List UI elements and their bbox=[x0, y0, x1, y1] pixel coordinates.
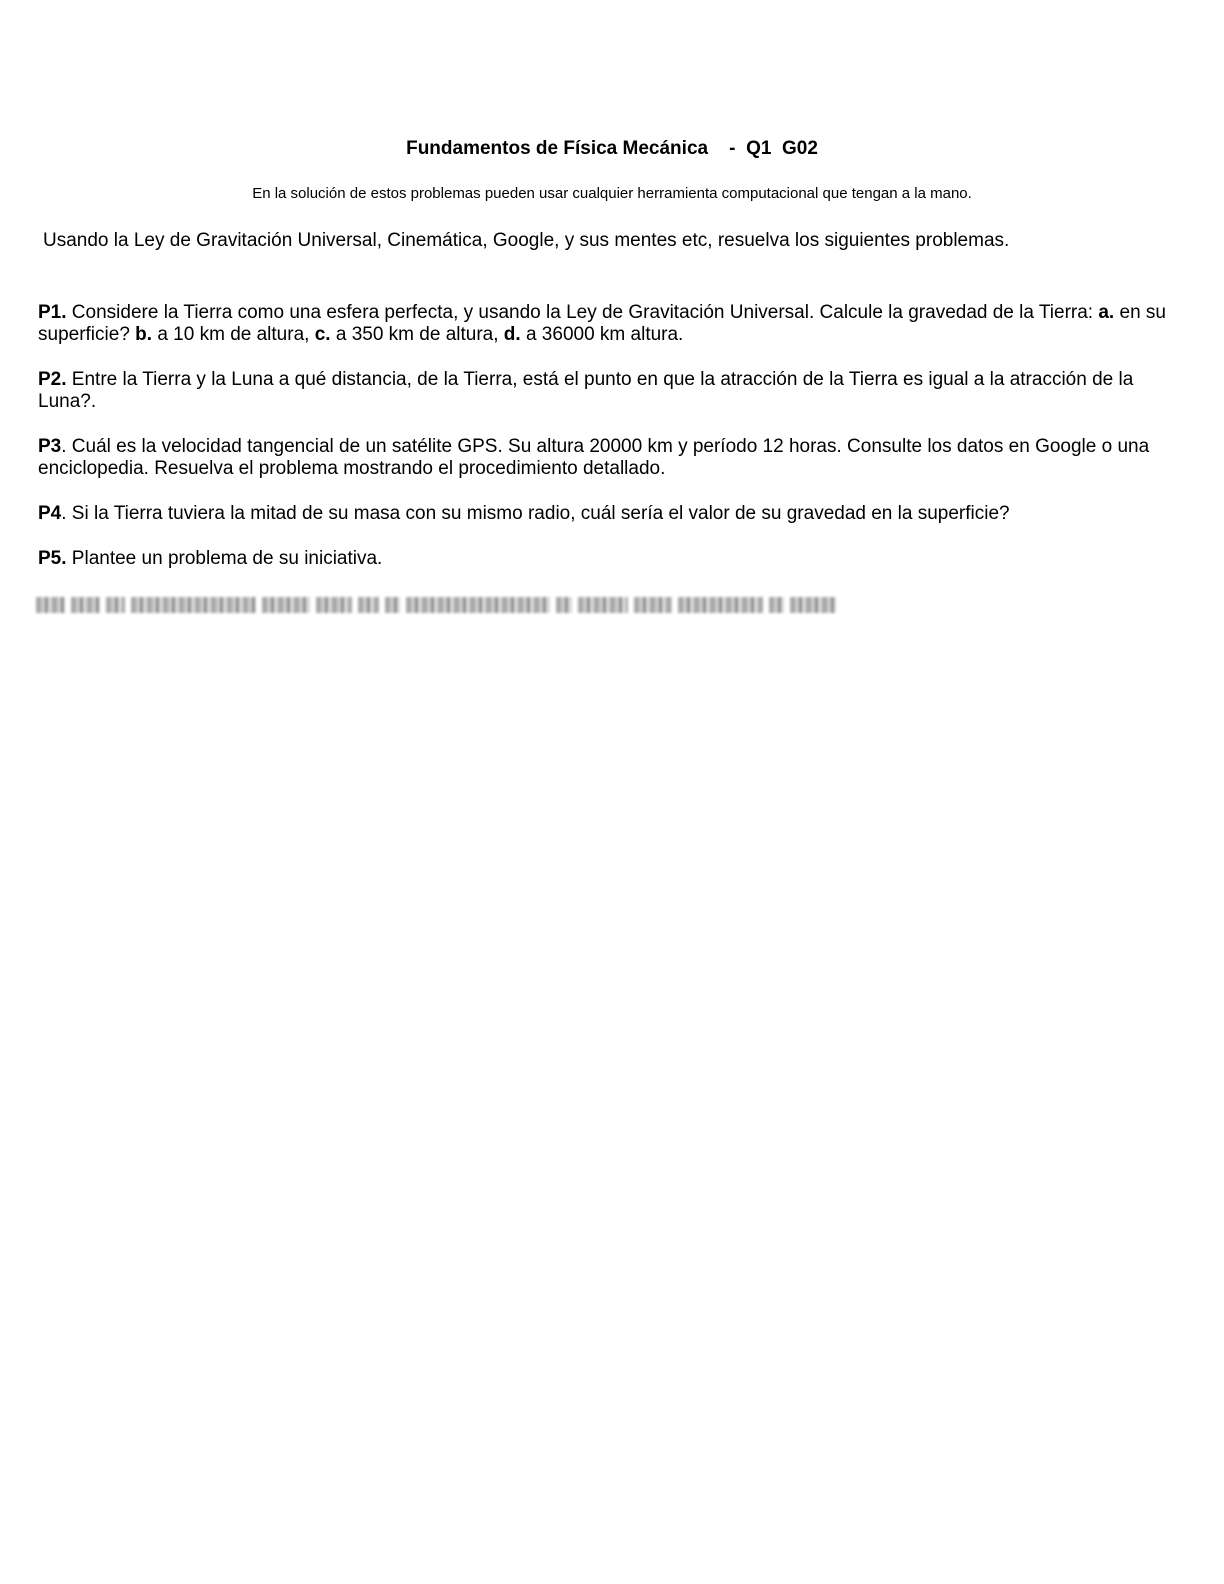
document-title: Fundamentos de Física Mecánica - Q1 G02 bbox=[406, 138, 818, 159]
subpart-label-d: d. bbox=[503, 324, 521, 345]
redacted-block bbox=[678, 597, 762, 613]
redacted-block bbox=[556, 597, 571, 613]
subpart-label-c: c. bbox=[314, 324, 331, 345]
problem-text: Considere la Tierra como una esfera perfecta, y usando la Ley de Gravitación Universal. Calcule la gravedad de la Tierra: bbox=[66, 302, 1099, 323]
redacted-problem-p6 bbox=[36, 594, 836, 616]
redacted-block bbox=[634, 597, 672, 613]
problem-text: . Si la Tierra tuviera la mitad de su masa con su mismo radio, cuál sería el valor de su gravedad en la superficie? bbox=[61, 503, 1010, 524]
problem-label: P4 bbox=[38, 503, 62, 524]
redacted-block bbox=[316, 597, 352, 613]
subpart-label-b: b. bbox=[135, 324, 153, 345]
problem-p4 bbox=[38, 503, 1188, 525]
document-intro: Usando la Ley de Gravitación Universal, Cinemática, Google, y sus mentes etc, resuelva los siguientes problemas. bbox=[43, 230, 1010, 251]
problem-text: Plantee un problema de su iniciativa. bbox=[66, 548, 383, 569]
subpart-label-a: a. bbox=[1098, 302, 1115, 323]
redacted-block bbox=[790, 597, 836, 613]
problem-label: P2. bbox=[38, 369, 67, 390]
problem-p2 bbox=[38, 369, 1188, 413]
problem-p5 bbox=[38, 548, 1188, 570]
problem-p1 bbox=[38, 302, 1188, 346]
redacted-block bbox=[578, 597, 628, 613]
redacted-block bbox=[385, 597, 400, 613]
subpart-text-d: a 36000 km altura. bbox=[520, 324, 684, 345]
redacted-block bbox=[406, 597, 550, 613]
problem-text: Entre la Tierra y la Luna a qué distancia, de la Tierra, está el punto en que la atracción de la Tierra es igual a la atracción de la Luna?. bbox=[38, 369, 1134, 412]
redacted-block bbox=[106, 597, 125, 613]
problem-label: P5. bbox=[38, 548, 67, 569]
subpart-text-b: a 10 km de altura, bbox=[152, 324, 315, 345]
problem-label: P3 bbox=[38, 436, 62, 457]
redacted-block bbox=[36, 597, 65, 613]
problem-label: P1. bbox=[38, 302, 67, 323]
redacted-block bbox=[262, 597, 310, 613]
redacted-block bbox=[358, 597, 379, 613]
redacted-block bbox=[769, 597, 784, 613]
problem-p3 bbox=[38, 436, 1188, 480]
subpart-text-a: en su superficie? bbox=[38, 302, 1166, 345]
problem-text: . Cuál es la velocidad tangencial de un satélite GPS. Su altura 20000 km y período 12 horas. Consulte los datos en Google o una enciclopedia. Resuelva el problema mostrando el procedimiento detallado. bbox=[38, 436, 1150, 479]
redacted-block bbox=[131, 597, 256, 613]
subpart-text-c: a 350 km de altura, bbox=[330, 324, 504, 345]
document-subtitle: En la solución de estos problemas pueden usar cualquier herramienta computacional que tengan a la mano. bbox=[252, 185, 972, 202]
redacted-block bbox=[71, 597, 100, 613]
